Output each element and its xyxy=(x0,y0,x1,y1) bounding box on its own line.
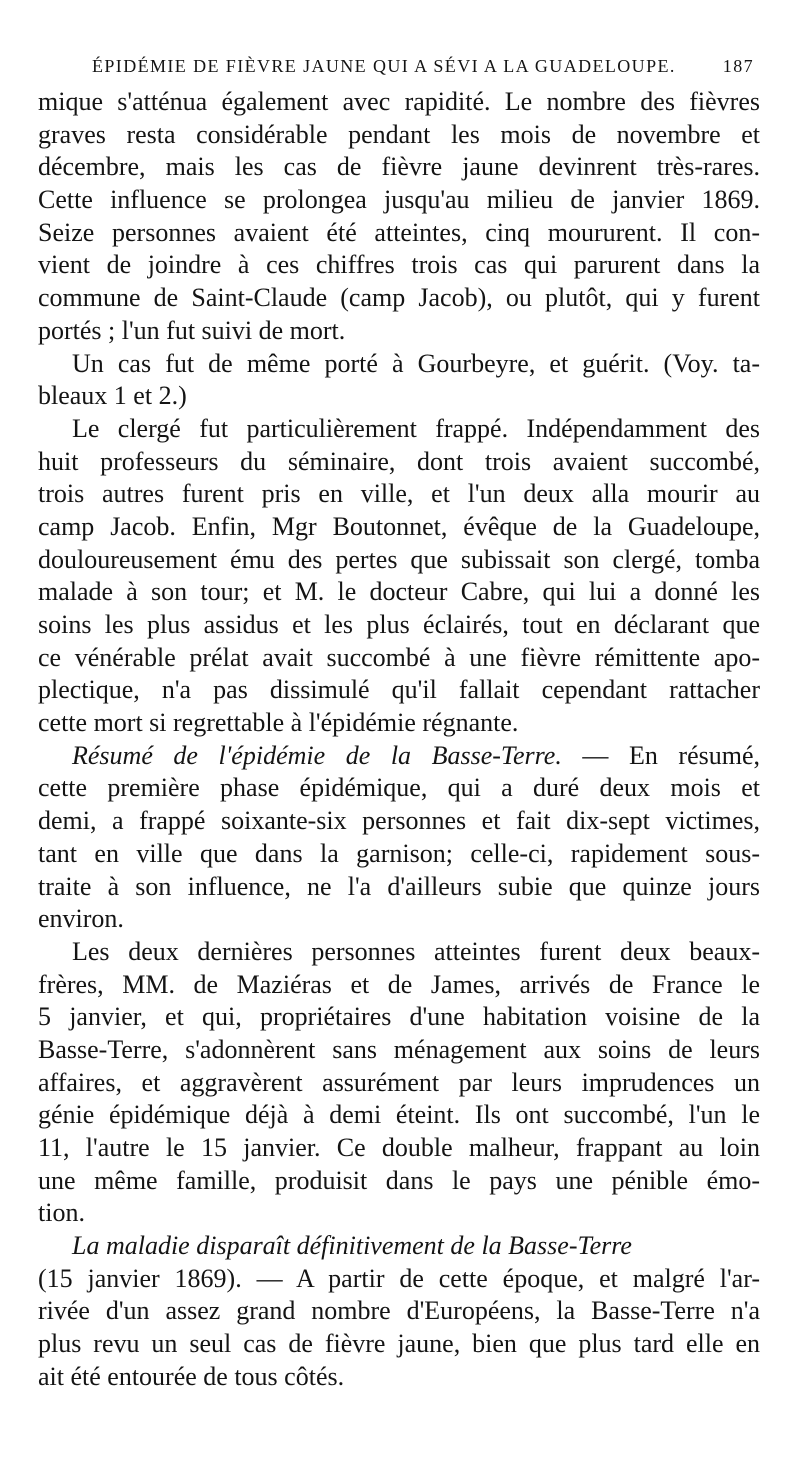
text-line: génie épidémique déjà à demi éteint. Ils ont succombé, l'un le xyxy=(38,1100,760,1130)
text-line: plectique, n'a pas dissimulé qu'il fallait cependant rattacher xyxy=(38,675,760,705)
text-line: affaires, et aggravèrent assurément par leurs imprudences un xyxy=(38,1067,760,1097)
text-line: 11, l'autre le 15 janvier. Ce double malheur, frappant au loin xyxy=(38,1133,760,1162)
text-line: douloureusement ému des pertes que subissait son clergé, tomba xyxy=(38,544,760,574)
text-line: trois autres furent pris en ville, et l'un deux alla mourir au xyxy=(38,479,760,509)
text-line: Basse-Terre, s'adonnèrent sans ménagement aux soins de leurs xyxy=(38,1034,760,1064)
text-line: frères, MM. de Maziéras et de James, arrivés de France le xyxy=(38,969,760,999)
text-line: Seize personnes avaient été atteintes, cinq moururent. Il con- xyxy=(38,217,760,247)
text-line: plus revu un seul cas de fièvre jaune, bien que plus tard elle en xyxy=(38,1329,760,1359)
text-line: Les deux dernières personnes atteintes furent deux beaux- xyxy=(72,936,760,966)
body-text xyxy=(38,86,760,1394)
text-line: vient de joindre à ces chiffres trois cas qui parurent dans la xyxy=(38,250,760,280)
text-line: traite à son influence, ne l'a d'ailleurs subie que quinze jours xyxy=(38,871,760,901)
text-line: environ. xyxy=(38,904,124,934)
text-line: Le clergé fut particulièrement frappé. Indépendamment des xyxy=(72,413,760,443)
text-line: Cette influence se prolongea jusqu'au milieu de janvier 1869. xyxy=(38,185,760,215)
text-line: une même famille, produisit dans le pays une pénible émo- xyxy=(38,1165,760,1195)
text-line: huit professeurs du séminaire, dont trois avaient succombé, xyxy=(38,446,760,476)
text-line: demi, a frappé soixante-six personnes et fait dix-sept victimes, xyxy=(38,806,760,836)
page-number: 187 xyxy=(722,56,754,76)
text-line: ce vénérable prélat avait succombé à une fièvre rémittente apo- xyxy=(38,642,760,672)
text-line: 5 janvier, et qui, propriétaires d'une habitation voisine de la xyxy=(38,1002,760,1032)
page-header xyxy=(40,50,762,80)
text-line: Un cas fut de même porté à Gourbeyre, et guérit. (Voy. ta- xyxy=(72,348,760,378)
text-line: portés ; l'un fut suivi de mort. xyxy=(38,315,346,345)
section-heading: La maladie disparaît définitivement de la Basse-Terre xyxy=(72,1231,632,1261)
text-line: décembre, mais les cas de fièvre jaune devinrent très-rares. xyxy=(38,152,760,182)
text-line: (15 janvier 1869). — A partir de cette époque, et malgré l'ar- xyxy=(38,1263,760,1293)
text-line: ait été entourée de tous côtés. xyxy=(38,1361,345,1391)
text-line: commune de Saint-Claude (camp Jacob), ou plutôt, qui y furent xyxy=(38,283,760,313)
text-line: bleaux 1 et 2.) xyxy=(38,381,187,411)
text-line: tant en ville que dans la garnison; celle-ci, rapidement sous- xyxy=(38,838,760,868)
running-title: ÉPIDÉMIE DE FIÈVRE JAUNE QUI A SÉVI A LA GUADELOUPE. xyxy=(92,56,676,76)
section-heading: Résumé de l'épidémie de la Basse-Terre. xyxy=(72,740,562,770)
text-line: rivée d'un assez grand nombre d'Européens, la Basse-Terre n'a xyxy=(38,1296,760,1326)
text-line: cette mort si regrettable à l'épidémie régnante. xyxy=(38,708,519,738)
text-line: malade à son tour; et M. le docteur Cabre, qui lui a donné les xyxy=(38,577,760,607)
text-line: soins les plus assidus et les plus éclairés, tout en déclarant que xyxy=(38,610,760,639)
heading-continuation: — En résumé, xyxy=(561,740,760,770)
text-line: graves resta considérable pendant les mois de novembre et xyxy=(38,119,760,149)
text-line: tion. xyxy=(38,1198,85,1228)
text-line: mique s'atténua également avec rapidité. Le nombre des fièvres xyxy=(38,87,760,116)
text-line: cette première phase épidémique, qui a duré deux mois et xyxy=(38,773,760,803)
text-line: camp Jacob. Enfin, Mgr Boutonnet, évêque de la Guadeloupe, xyxy=(38,511,760,541)
section-heading-line xyxy=(38,740,760,773)
section-heading-line xyxy=(38,1230,760,1263)
